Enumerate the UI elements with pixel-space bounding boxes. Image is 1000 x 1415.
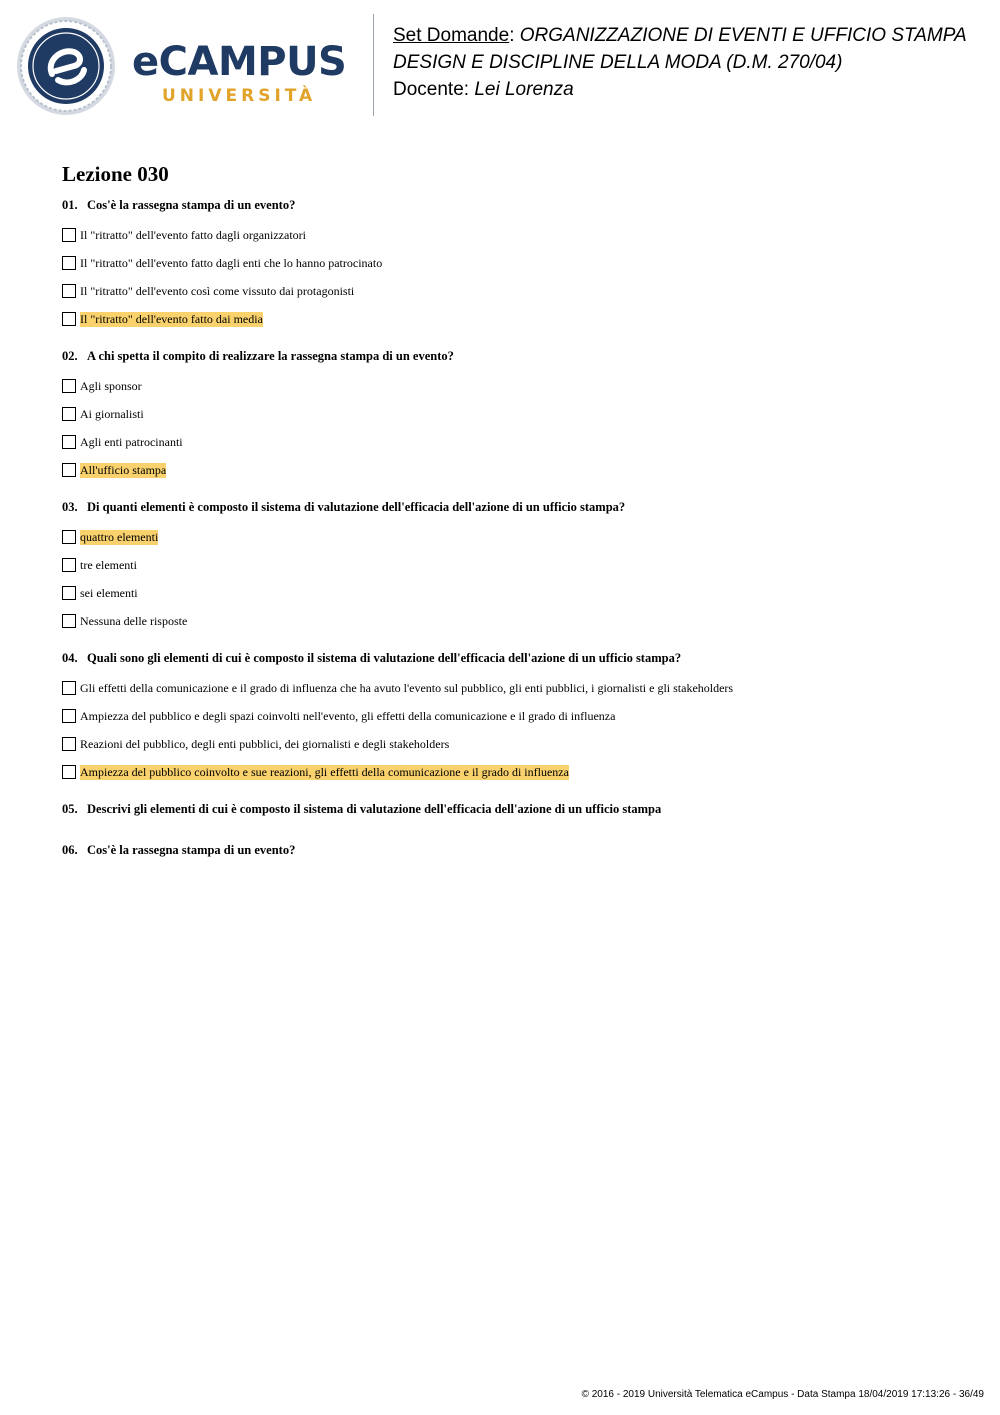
- question-4: [62, 651, 681, 666]
- answer-label: Reazioni del pubblico, degli enti pubblici, dei giornalisti e degli stakeholders: [80, 736, 450, 751]
- question-6: [62, 843, 295, 858]
- checkbox[interactable]: [62, 407, 76, 421]
- answer-label: Gli effetti della comunicazione e il grado di influenza che ha avuto l'evento sul pubblico, gli enti pubblici, i giornalisti e gli stakeholders: [80, 680, 734, 695]
- checkbox[interactable]: [62, 765, 76, 779]
- question-text: Di quanti elementi è composto il sistema di valutazione dell'efficacia dell'azione di un ufficio stampa?: [87, 500, 626, 514]
- checkbox[interactable]: [62, 284, 76, 298]
- ecampus-seal-icon: [16, 16, 116, 116]
- question-2: [62, 349, 454, 364]
- answer-option[interactable]: [62, 763, 569, 781]
- checkbox[interactable]: [62, 228, 76, 242]
- question-text: Cos'è la rassegna stampa di un evento?: [87, 843, 296, 857]
- answer-label: tre elementi: [80, 557, 137, 572]
- answer-label: Il "ritratto" dell'evento fatto dagli enti che lo hanno patrocinato: [80, 255, 383, 270]
- question-text: Descrivi gli elementi di cui è composto il sistema di valutazione dell'efficacia dell'azione di un ufficio stampa: [87, 802, 662, 816]
- question-5: [62, 802, 661, 817]
- checkbox[interactable]: [62, 737, 76, 751]
- answer-label-correct: Il "ritratto" dell'evento fatto dai media: [80, 311, 263, 326]
- answer-option[interactable]: [62, 612, 187, 630]
- answer-label: Il "ritratto" dell'evento fatto dagli organizzatori: [80, 227, 306, 242]
- teacher-name: Lei Lorenza: [474, 79, 574, 100]
- answer-option[interactable]: [62, 433, 183, 451]
- teacher-label: Docente: [393, 79, 464, 100]
- set-label: Set Domande: [393, 25, 510, 46]
- answer-option[interactable]: [62, 254, 382, 272]
- answer-option[interactable]: [62, 405, 144, 423]
- answer-option[interactable]: [62, 282, 354, 300]
- lesson-title: Lezione 030: [62, 162, 169, 186]
- question-1: [62, 198, 295, 213]
- header-info: [393, 22, 993, 103]
- answer-option[interactable]: [62, 461, 166, 479]
- checkbox[interactable]: [62, 586, 76, 600]
- course-line-2: DESIGN E DISCIPLINE DELLA MODA (D.M. 270/04): [393, 52, 843, 73]
- question-text: A chi spetta il compito di realizzare la rassegna stampa di un evento?: [87, 349, 454, 363]
- logo-wordmark: [132, 40, 358, 112]
- checkbox[interactable]: [62, 614, 76, 628]
- logo-subtitle: UNIVERSITÀ: [162, 86, 317, 106]
- answer-label-correct: All'ufficio stampa: [80, 462, 167, 477]
- question-number: 05.: [62, 802, 78, 816]
- checkbox[interactable]: [62, 435, 76, 449]
- question-number: 04.: [62, 651, 78, 665]
- answer-label: Ampiezza del pubblico e degli spazi coinvolti nell'evento, gli effetti della comunicazione e il grado di influenza: [80, 708, 616, 723]
- checkbox[interactable]: [62, 709, 76, 723]
- answer-option[interactable]: [62, 226, 306, 244]
- checkbox[interactable]: [62, 681, 76, 695]
- answer-label: Agli enti patrocinanti: [80, 434, 183, 449]
- answer-label-correct: Ampiezza del pubblico coinvolto e sue reazioni, gli effetti della comunicazione e il grado di influenza: [80, 764, 569, 779]
- answer-option[interactable]: [62, 528, 158, 546]
- answer-label: Il "ritratto" dell'evento così come vissuto dai protagonisti: [80, 283, 355, 298]
- answer-label: sei elementi: [80, 585, 138, 600]
- answer-label: Nessuna delle risposte: [80, 613, 188, 628]
- answer-option[interactable]: [62, 679, 733, 697]
- answer-label-correct: quattro elementi: [80, 529, 159, 544]
- checkbox[interactable]: [62, 312, 76, 326]
- question-number: 02.: [62, 349, 78, 363]
- answer-label: Ai giornalisti: [80, 406, 144, 421]
- question-3: [62, 500, 625, 515]
- answer-option[interactable]: [62, 735, 449, 753]
- checkbox[interactable]: [62, 463, 76, 477]
- answer-option[interactable]: [62, 556, 137, 574]
- answer-label: Agli sponsor: [80, 378, 142, 393]
- question-number: 03.: [62, 500, 78, 514]
- checkbox[interactable]: [62, 379, 76, 393]
- answer-option[interactable]: [62, 377, 142, 395]
- teacher-line: Docente: Lei Lorenza: [393, 79, 574, 100]
- checkbox[interactable]: [62, 558, 76, 572]
- page-footer: © 2016 - 2019 Università Telematica eCampus - Data Stampa 18/04/2019 17:13:26 - 36/49: [581, 1389, 984, 1400]
- checkbox[interactable]: [62, 256, 76, 270]
- logo-seal: [16, 16, 116, 116]
- set-line: Set Domande: ORGANIZZAZIONE DI EVENTI E UFFICIO STAMPA: [393, 25, 967, 46]
- header-divider: [373, 14, 374, 116]
- course-title: ORGANIZZAZIONE DI EVENTI E UFFICIO STAMPA: [519, 25, 967, 46]
- answer-option[interactable]: [62, 310, 263, 328]
- question-text: Quali sono gli elementi di cui è composto il sistema di valutazione dell'efficacia dell'azione di un ufficio stampa?: [87, 651, 682, 665]
- question-number: 06.: [62, 843, 78, 857]
- answer-option[interactable]: [62, 584, 138, 602]
- question-number: 01.: [62, 198, 78, 212]
- checkbox[interactable]: [62, 530, 76, 544]
- logo-name: eCAMPUS: [132, 39, 347, 85]
- question-text: Cos'è la rassegna stampa di un evento?: [87, 198, 296, 212]
- answer-option[interactable]: [62, 707, 615, 725]
